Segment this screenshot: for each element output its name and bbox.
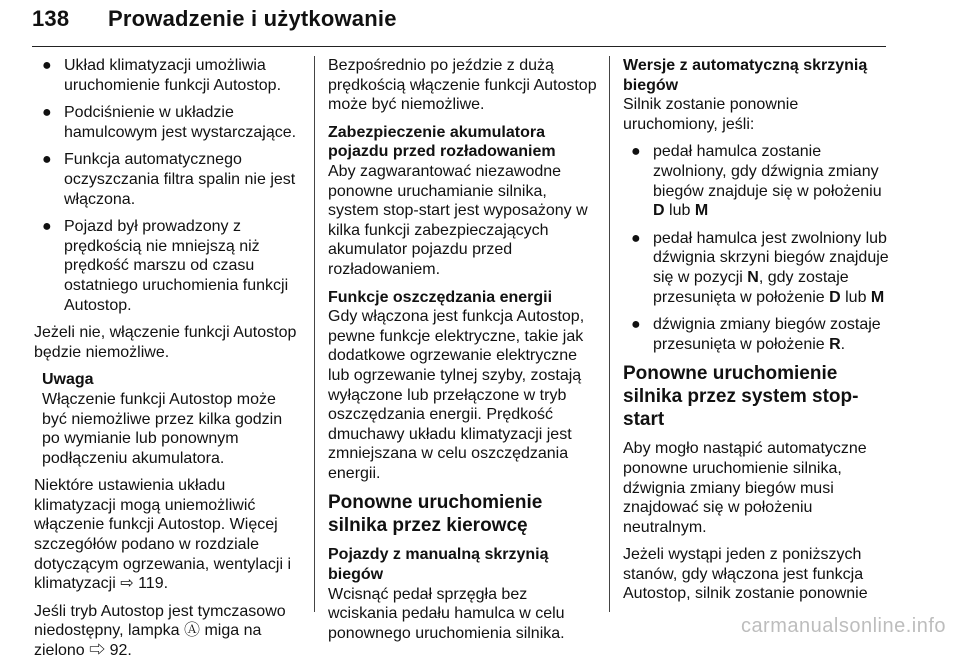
bullet-icon: ● [631, 143, 641, 161]
bullet-icon: ● [42, 104, 52, 122]
paragraph: Wcisnąć pedał sprzęgła bez wciskania pedału hamulca w celu ponownego uruchomienia silnika. [328, 585, 565, 642]
list-item: ● dźwignia zmiany biegów zostaje przesunięta w położenie R. [631, 316, 881, 353]
bullet-icon: ● [42, 57, 52, 74]
header-rule [32, 46, 886, 47]
list-item: ● Pojazd był prowadzony z prędkością nie mniejszą niż prędkość marszu od czasu ostatniego uruchomienia funkcji Autostop. [42, 218, 289, 314]
column-divider [609, 56, 610, 612]
watermark: carmanualsonline.info [740, 615, 946, 637]
page-title: Prowadzenie i użytkowanie [108, 6, 397, 31]
paragraph: Jeżeli nie, włączenie funkcji Autostop będzie niemożliwe. [34, 324, 297, 361]
column-3 [623, 56, 895, 612]
page-number: 138 [32, 6, 70, 31]
subheading: Zabezpieczenie akumulatora pojazdu przed rozładowaniem [328, 123, 556, 161]
bullet-icon: ● [631, 316, 641, 334]
bullet-icon: ● [42, 218, 52, 236]
bullet-icon: ● [42, 151, 52, 169]
column-divider [314, 56, 315, 612]
column-1 [34, 56, 304, 669]
paragraph: Aby mogło nastąpić automatyczne ponowne uruchomienie silnika, dźwignia zmiany biegów musi znajdować się w położeniu neutralnym. [623, 440, 867, 536]
list-item: ● Układ klimatyzacji umożliwia uruchomienie funkcji Autostop. [42, 57, 282, 94]
column-2 [328, 56, 600, 651]
note-text: Włączenie funkcji Autostop może być niemożliwe przez kilka godzin po wymianie lub ponownym podłączeniu akumulatora. [42, 390, 283, 467]
list-item: ● pedał hamulca jest zwolniony lub dźwignia skrzyni biegów znajduje się w pozycji N, gdy zostaje przesunięta w położenie D lub M [631, 229, 889, 306]
subheading: Funkcje oszczędzania energii [328, 288, 553, 306]
paragraph: Jeśli tryb Autostop jest tymczasowo niedostępny, lampka Ⓐ miga na zielono ⇨ 92. [34, 602, 286, 660]
section-heading: Ponowne uruchomienie silnika przez system stop-start [623, 363, 859, 431]
paragraph: Bezpośrednio po jeździe z dużą prędkością włączenie funkcji Autostop może być niemożliwe. [328, 57, 597, 114]
note-title: Uwaga [42, 371, 94, 389]
list-item: ● Podciśnienie w układzie hamulcowym jest wystarczające. [42, 104, 297, 141]
list-item: ● Funkcja automatycznego oczyszczania filtra spalin nie jest włączona. [42, 151, 296, 208]
paragraph: Niektóre ustawienia układu klimatyzacji mogą uniemożliwić włączenie funkcji Autostop. Więcej szczegółów podano w rozdziale dotyczącym ogrzewania, wentylacji i klimatyzacji ⇨ 119. [34, 477, 291, 593]
bullet-icon: ● [631, 229, 641, 247]
paragraph: Silnik zostanie ponownie uruchomiony, jeśli: [623, 96, 799, 133]
subheading: Pojazdy z manualną skrzynią biegów [328, 546, 549, 584]
note-box [34, 370, 304, 468]
paragraph: Gdy włączona jest funkcja Autostop, pewne funkcje elektryczne, takie jak dodatkowe ogrzewanie elektryczne lub ogrzewanie tylnej szyby, zostają wyłączone lub przełączone w tryb oszczędzania energii. Prędkość dmuchawy układu klimatyzacji jest zmniejszana w celu oszczędzania energii. [328, 308, 585, 482]
paragraph: Jeżeli wystąpi jeden z poniższych stanów, gdy włączona jest funkcja Autostop, silnik zostanie ponownie [623, 546, 868, 603]
list-item: ● pedał hamulca zostanie zwolniony, gdy dźwignia zmiany biegów znajduje się w położeniu D lub M [631, 143, 882, 220]
page-header [32, 6, 397, 32]
subheading: Wersje z automatyczną skrzynią biegów [623, 57, 868, 94]
paragraph: Aby zagwarantować niezawodne ponowne uruchamianie silnika, system stop-start jest wyposażony w kilka funkcji zabezpieczających akumulator pojazdu przed rozładowaniem. [328, 162, 588, 278]
section-heading: Ponowne uruchomienie silnika przez kierowcę [328, 492, 543, 537]
